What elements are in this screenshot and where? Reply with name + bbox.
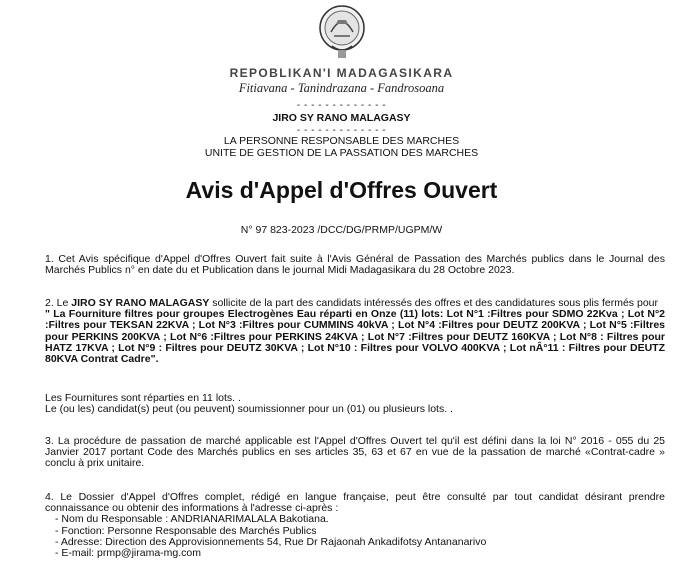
contact-email: - E-mail: prmp@jirama-mg.com (55, 547, 202, 560)
republic-name: REPOBLIKAN'I MADAGASIKARA (229, 66, 454, 80)
contact-name: - Nom du Responsable : ANDRIANARIMALALA Bakotiana. (55, 513, 329, 526)
submission-note: Le (ou les) candidat(s) peut (ou peuvent) soumissionner pour un (01) ou plusieurs lots. . (45, 403, 453, 416)
separator: - - - - - - - - - - - - - (296, 125, 387, 136)
paragraph-2-prefix: 2. Le (45, 297, 72, 309)
lots-info (45, 393, 665, 415)
contact-function: - Fonction: Personne Responsable des Marchés Publics (55, 524, 317, 537)
paragraph-4-text: 4. Le Dossier d'Appel d'Offres complet, rédigé en langue française, peut être consulté par tout candidat désirant prendre connaissance ou obtenir des informations à l'adresse ci-après : (45, 491, 665, 515)
paragraph-3-text: 3. La procédure de passation de marché applicable est l'Appel d'Offres Ouvert tel qu'il est défini dans la loi N° 2016 - 055 du 25 Janvier 2017 portant Code des Marchés publics en ses articles 35, 63 et 67 en vue de la passation de marché «Contrat-cadre » conclu à prix unitaire. (45, 435, 665, 470)
reference-number: N° 97 823-2023 /DCC/DG/PRMP/UGPM/W (240, 224, 443, 236)
lots-description: " La Fourniture filtres pour groupes Electrogènes Eau réparti en Onze (11) lots: Lot N°1 :Filtres pour SDMO 22Kva ; Lot N°2 :Filtres pour TEKSAN 22KVA ; Lot N°3 :Filtres pour CUMMINS 40kVA ; Lot N°4 :Filtres pour DEUTZ 200KVA ; Lot N°5 :Filtres pour PERKINS 200KVA ; Lot N°6 :Filtres pour PERKINS 24KVA ; Lot N°7 :Filtres pour DEUTZ 160KVA ; Lot N°8 : Filtres pour HATZ 17KVA ; Lot N°9 : Filtres pour DEUTZ 30KVA ; Lot N°10 : Filtres pour VOLVO 400KVA ; Lot nÂ°11 : Filtres pour DEUTZ 80KVA Contrat Cadre". (45, 308, 665, 366)
paragraph-2 (45, 298, 665, 365)
separator: - - - - - - - - - - - - - (296, 100, 387, 111)
national-motto: Fitiavana - Tanindrazana - Fandrosoana (238, 81, 445, 95)
paragraph-1 (45, 254, 665, 276)
paragraph-2-text: sollicite de la part des candidats intéressés des offres et des candidatures sous plis fermés pour (209, 297, 658, 309)
coat-of-arms-icon (318, 2, 366, 62)
organization-name: JIRO SY RANO MALAGASY (272, 112, 411, 124)
page-title: Avis d'Appel d'Offres Ouvert (185, 177, 498, 203)
contact-address: - Adresse: Direction des Approvisionnements 54, Rue Dr Rajaonah Ankadifotsy Antananarivo (55, 535, 487, 548)
paragraph-3 (45, 436, 665, 470)
paragraph-4 (45, 492, 665, 559)
unit-line: UNITE DE GESTION DE LA PASSATION DES MARCHES (204, 147, 479, 159)
lots-note: Les Fournitures sont réparties en 11 lots. . (45, 392, 241, 404)
paragraph-1-text: 1. Cet Avis spécifique d'Appel d'Offres Ouvert fait suite à l'Avis Général de Passation des Marchés publics dans le Journal des Marchés Publics n° en date du et Publication dans le journal Midi Madagasikara du 28 Octobre 2023. (45, 253, 665, 277)
paragraph-2-org: JIRO SY RANO MALAGASY (71, 297, 210, 309)
authority-line: LA PERSONNE RESPONSABLE DES MARCHES (223, 135, 460, 147)
